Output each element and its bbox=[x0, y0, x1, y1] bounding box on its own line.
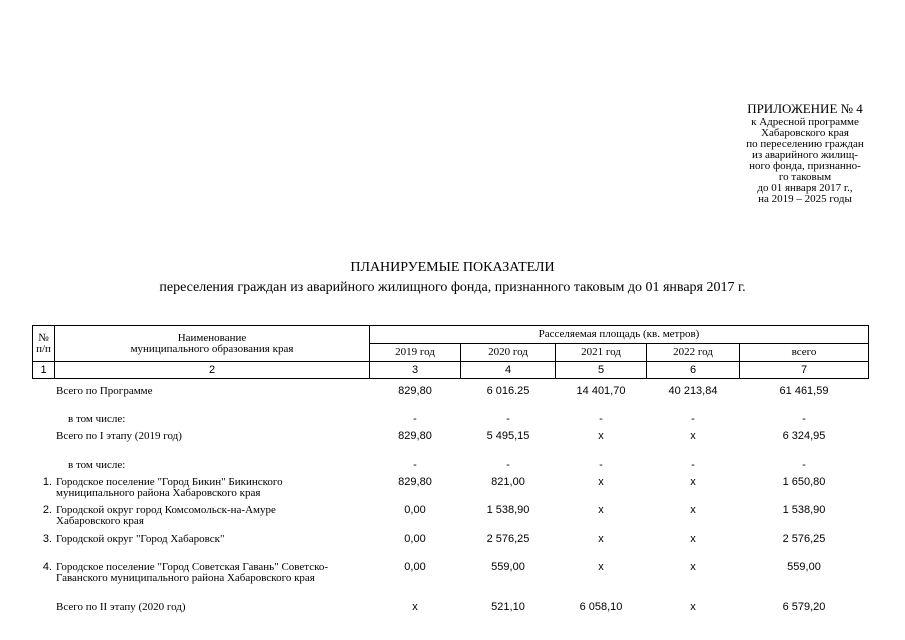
row-value: 1 538,90 bbox=[782, 504, 826, 516]
row-value: 829,80 bbox=[398, 385, 432, 397]
row-number: 4. bbox=[42, 561, 52, 573]
row-value: - bbox=[506, 459, 510, 471]
index-cell: 4 bbox=[504, 363, 512, 376]
row-name: в том числе: bbox=[68, 459, 126, 471]
row-value: - bbox=[802, 413, 806, 425]
row-name: в том числе: bbox=[68, 413, 126, 425]
row-value: - bbox=[599, 413, 603, 425]
appendix-line: из аварийного жилищ- bbox=[752, 149, 858, 161]
row-value: - bbox=[691, 413, 695, 425]
row-value: x bbox=[598, 430, 604, 442]
appendix-line: по переселению граждан bbox=[746, 138, 864, 150]
row-value: 6 016.25 bbox=[486, 385, 530, 397]
row-value: 559,00 bbox=[491, 561, 525, 573]
appendix-line: ного фонда, признанно- bbox=[749, 160, 861, 172]
appendix-line: Хабаровского края bbox=[761, 127, 849, 139]
row-value: 2 576,25 bbox=[486, 533, 530, 545]
table-header bbox=[32, 325, 869, 379]
document-subtitle: переселения граждан из аварийного жилищного фонда, признанного таковым до 01 января 2017 г. bbox=[159, 280, 746, 295]
row-value: 829,80 bbox=[398, 476, 432, 488]
index-cell: 7 bbox=[800, 363, 808, 376]
appendix-heading: ПРИЛОЖЕНИЕ № 4 bbox=[747, 101, 863, 116]
appendix-block bbox=[700, 102, 905, 205]
row-value: - bbox=[506, 413, 510, 425]
header-year: 2021 год bbox=[581, 346, 621, 358]
row-value: 559,00 bbox=[787, 561, 821, 573]
row-value: - bbox=[691, 459, 695, 471]
row-value: 521,10 bbox=[491, 601, 525, 613]
row-value: 0,00 bbox=[404, 561, 426, 573]
row-value: x bbox=[598, 504, 604, 516]
row-value: x bbox=[598, 561, 604, 573]
appendix-line: до 01 января 2017 г., bbox=[757, 182, 853, 194]
row-value: 6 058,10 bbox=[579, 601, 623, 613]
row-name: Городское поселение "Город Советская Гавань" Советско-Гаванского муниципального района Хабаровского края bbox=[56, 561, 329, 584]
index-cell: 1 bbox=[40, 363, 47, 376]
row-value: x bbox=[690, 561, 696, 573]
row-value: - bbox=[413, 459, 417, 471]
row-name: Всего по II этапу (2020 год) bbox=[56, 601, 186, 613]
header-year: 2019 год bbox=[395, 346, 435, 358]
row-value: 61 461,59 bbox=[779, 385, 829, 397]
row-name: Городской округ "Город Хабаровск" bbox=[56, 533, 225, 545]
row-value: - bbox=[413, 413, 417, 425]
row-number: 1. bbox=[42, 476, 52, 488]
row-value: 0,00 bbox=[404, 504, 426, 516]
row-value: - bbox=[802, 459, 806, 471]
row-value: x bbox=[690, 601, 696, 613]
row-value: x bbox=[690, 533, 696, 545]
row-value: 0,00 bbox=[404, 533, 426, 545]
appendix-line: к Адресной программе bbox=[751, 116, 859, 128]
row-value: x bbox=[598, 533, 604, 545]
appendix-line: на 2019 – 2025 годы bbox=[758, 193, 852, 205]
header-num: № п/п bbox=[36, 331, 51, 355]
row-value: 6 579,20 bbox=[782, 601, 826, 613]
row-name: Всего по Программе bbox=[56, 385, 153, 397]
document-title: ПЛАНИРУЕМЫЕ ПОКАЗАТЕЛИ bbox=[350, 260, 555, 275]
header-area-group: Расселяемая площадь (кв. метров) bbox=[538, 328, 700, 340]
row-value: 1 538,90 bbox=[486, 504, 530, 516]
row-value: - bbox=[599, 459, 603, 471]
appendix-line: го таковым bbox=[778, 171, 832, 183]
row-value: 1 650,80 bbox=[782, 476, 826, 488]
index-cell: 3 bbox=[411, 363, 419, 376]
header-name: Наименование муниципального образования края bbox=[130, 331, 294, 355]
row-value: x bbox=[598, 476, 604, 488]
row-value: 829,80 bbox=[398, 430, 432, 442]
index-cell: 5 bbox=[597, 363, 605, 376]
row-number: 3. bbox=[42, 533, 52, 545]
header-total: всего bbox=[791, 346, 817, 358]
row-value: 6 324,95 bbox=[782, 430, 826, 442]
row-value: 5 495,15 bbox=[486, 430, 530, 442]
row-value: 2 576,25 bbox=[782, 533, 826, 545]
row-value: x bbox=[690, 476, 696, 488]
row-name: Всего по I этапу (2019 год) bbox=[56, 430, 182, 442]
row-value: 14 401,70 bbox=[576, 385, 626, 397]
row-value: x bbox=[690, 504, 696, 516]
row-value: x bbox=[690, 430, 696, 442]
row-name: Городское поселение "Город Бикин" Бикинского муниципального района Хабаровского края bbox=[56, 476, 283, 499]
header-year: 2020 год bbox=[488, 346, 528, 358]
index-cell: 6 bbox=[689, 363, 697, 376]
row-value: 821,00 bbox=[491, 476, 525, 488]
index-cell: 2 bbox=[208, 363, 216, 376]
row-number: 2. bbox=[42, 504, 52, 516]
row-value: 40 213,84 bbox=[668, 385, 718, 397]
header-year: 2022 год bbox=[673, 346, 713, 358]
row-value: x bbox=[412, 601, 418, 613]
row-name: Городской округ город Комсомольск-на-Амуре Хабаровского края bbox=[56, 504, 276, 527]
